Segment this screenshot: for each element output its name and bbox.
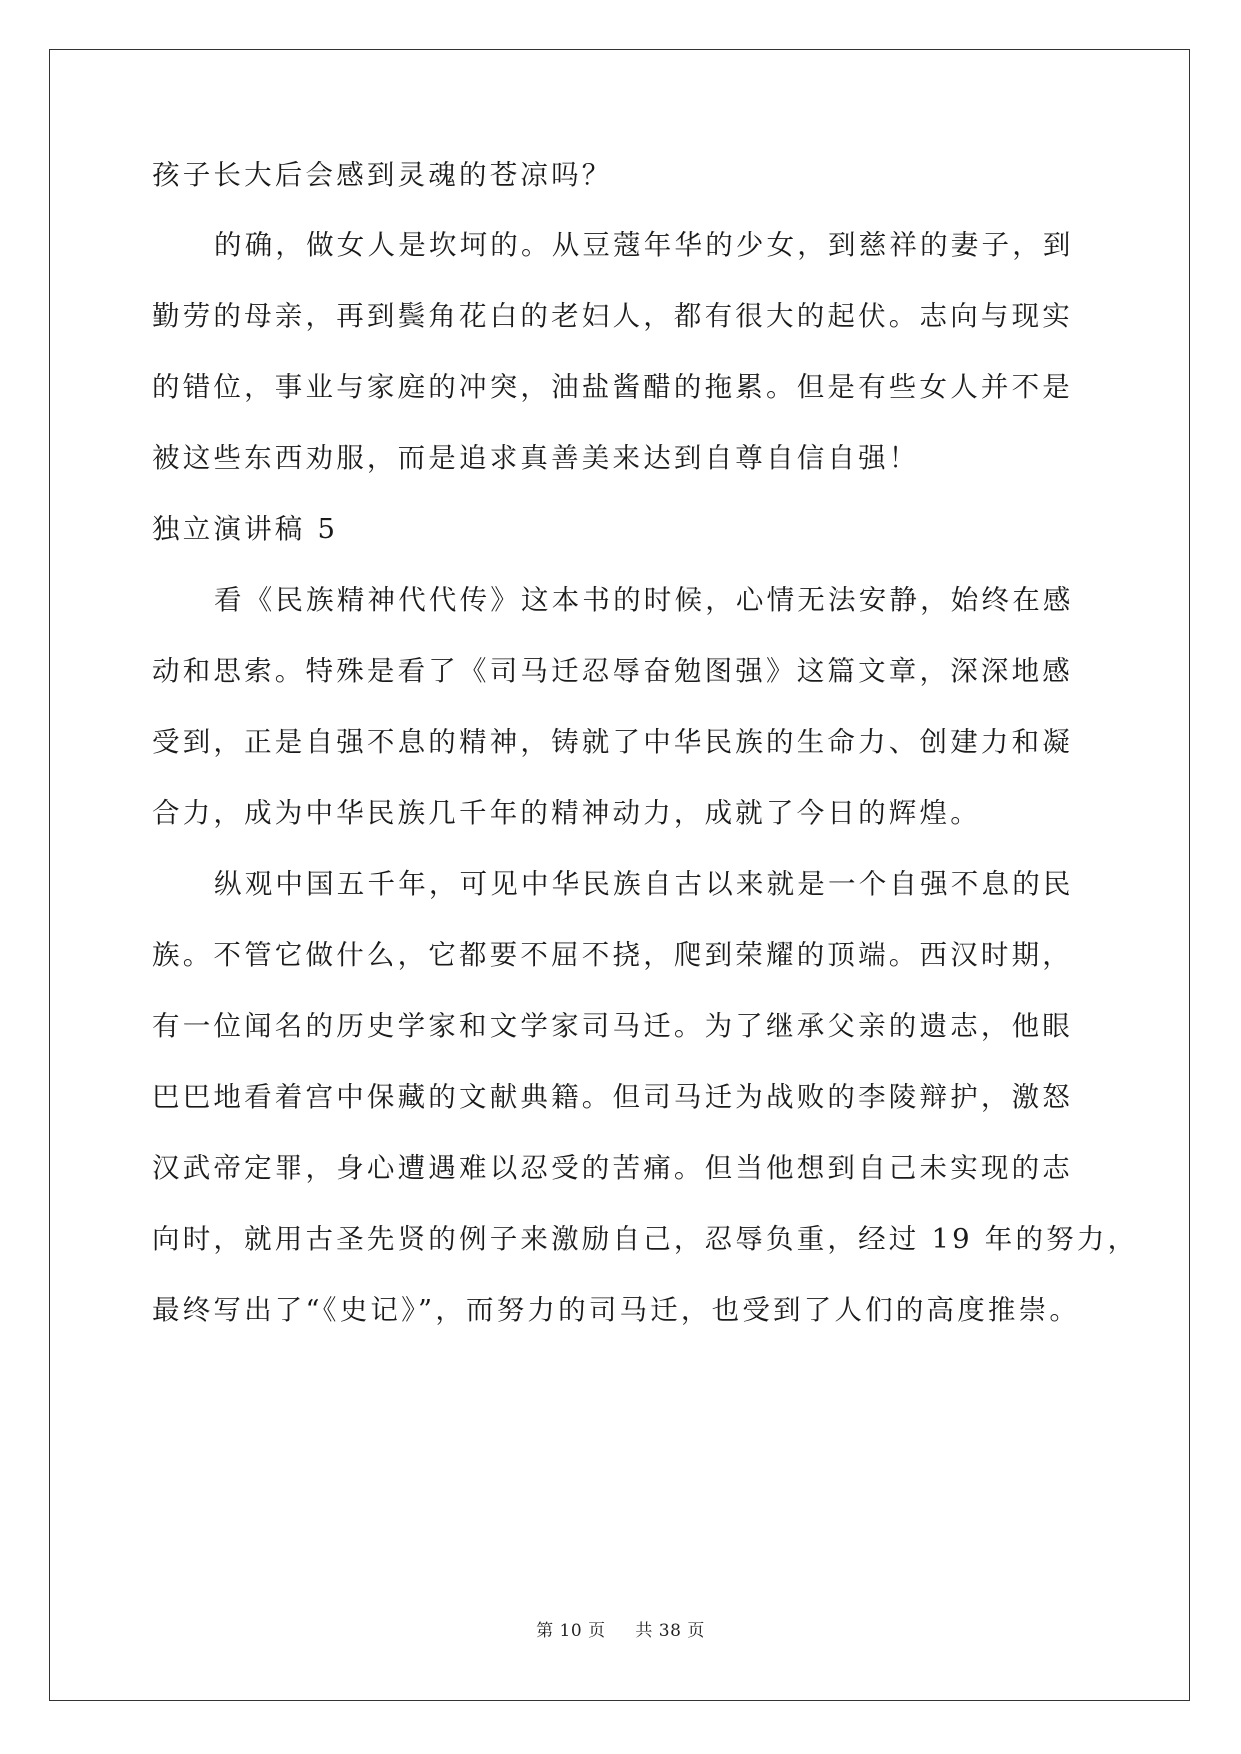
text-line: 被这些东西劝服，而是追求真善美来达到自尊自信自强！ [152,442,920,474]
paragraph-start-line: 看《民族精神代代传》这本书的时候，心情无法安静，始终在感 [214,584,1074,616]
text-line: 合力，成为中华民族几千年的精神动力，成就了今日的辉煌。 [152,797,981,829]
text-line: 的错位，事业与家庭的冲突，油盐酱醋的拖累。但是有些女人并不是 [152,371,1073,403]
text-line: 动和思索。特殊是看了《司马迁忍辱奋勉图强》这篇文章，深深地感 [152,655,1073,687]
text-line: 受到，正是自强不息的精神，铸就了中华民族的生命力、创建力和凝 [152,726,1073,758]
page-total: 共 38 页 [635,1621,705,1641]
paragraph-start-line: 纵观中国五千年，可见中华民族自古以来就是一个自强不息的民 [214,868,1074,900]
page-number: 第 10 页 [536,1621,606,1641]
text-line: 最终写出了“《史记》”，而努力的司马迁，也受到了人们的高度推崇。 [152,1294,1081,1326]
section-heading: 独立演讲稿 5 [152,513,339,545]
paragraph-start-line: 的确，做女人是坎坷的。从豆蔻年华的少女，到慈祥的妻子，到 [214,229,1074,261]
text-line: 勤劳的母亲，再到鬓角花白的老妇人，都有很大的起伏。志向与现实 [152,300,1073,332]
text-line: 有一位闻名的历史学家和文学家司马迁。为了继承父亲的遗志，他眼 [152,1010,1073,1042]
text-line: 孩子长大后会感到灵魂的苍凉吗？ [152,159,613,191]
page-footer [0,1616,1241,1641]
text-line: 向时，就用古圣先贤的例子来激励自己，忍辱负重，经过 19 年的努力， [152,1223,1139,1255]
text-line: 族。不管它做什么，它都要不屈不挠，爬到荣耀的顶端。西汉时期， [152,939,1073,971]
text-line: 汉武帝定罪，身心遭遇难以忍受的苦痛。但当他想到自己未实现的志 [152,1152,1073,1184]
text-line: 巴巴地看着宫中保藏的文献典籍。但司马迁为战败的李陵辩护，激怒 [152,1081,1073,1113]
